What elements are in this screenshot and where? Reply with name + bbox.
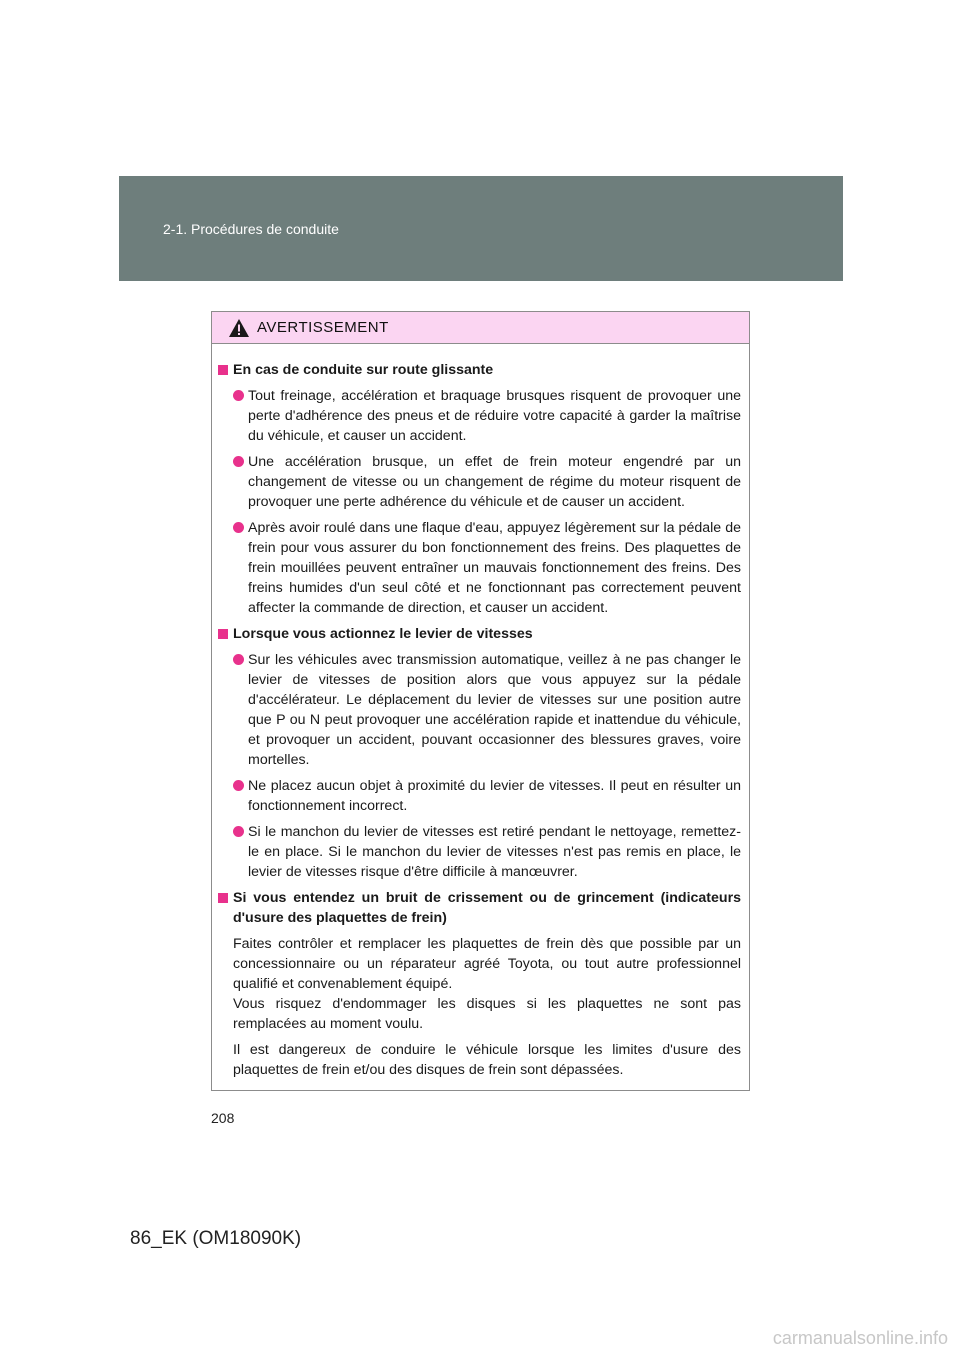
square-bullet-icon [218, 365, 228, 375]
header-band [119, 176, 843, 281]
section-heading-brake-noise: Si vous entendez un bruit de crissement ou de grincement (indicateurs d'usure des plaquettes de frein) [217, 888, 741, 928]
round-bullet-icon [233, 522, 244, 533]
round-bullet-icon [233, 826, 244, 837]
warning-triangle-icon [228, 318, 250, 338]
page-number: 208 [211, 1110, 235, 1126]
paragraph: Faites contrôler et remplacer les plaquettes de frein dès que possible par un concessionnaire ou un réparateur agréé Toyota, ou tout autre professionnel qualifié et convenablement équipé. Vous risquez d'endommager les disques si les plaquettes ne sont pas remplacées au moment voulu. [233, 936, 741, 1032]
section-heading-slippery: En cas de conduite sur route glissante [217, 360, 741, 380]
list-item: Sur les véhicules avec transmission automatique, veillez à ne pas changer le levier de vitesses de position alors que vous appuyez sur la pédale d'accélérateur. Le déplacement du levier de vitesses sur une position autre que P ou N peut provoquer une accélération rapide et inattendue du véhicule, et provoquer un accident, pouvant occasionner des blessures graves, voire mortelles. [217, 650, 741, 770]
list-item: Si le manchon du levier de vitesses est retiré pendant le nettoyage, remettez-le en place. Si le manchon du levier de vitesses n'est pas remis en place, le levier de vitesses risque d'être difficile à manœuvrer. [217, 822, 741, 882]
paragraph: Il est dangereux de conduire le véhicule lorsque les limites d'usure des plaquettes de frein et/ou des disques de frein sont dépassées. [233, 1042, 741, 1078]
warning-body [212, 344, 749, 1080]
warning-box [211, 311, 750, 1091]
list-item: Après avoir roulé dans une flaque d'eau, appuyez légèrement sur la pédale de frein pour vous assurer du bon fonctionnement des freins. Des plaquettes de frein mouillées peuvent entraîner un mauvais fonctionnement des freins. Des freins humides d'un seul côté et ne fonctionnant pas correctement peuvent affecter la commande de direction, et causer un accident. [217, 518, 741, 618]
warning-header [212, 312, 749, 344]
round-bullet-icon [233, 654, 244, 665]
document-code: 86_EK (OM18090K) [130, 1228, 302, 1249]
square-bullet-icon [218, 893, 228, 903]
list-item: Une accélération brusque, un effet de frein moteur engendré par un changement de vitesse ou un changement de régime du moteur risquent de provoquer une perte adhérence du véhicule et de causer un accident. [217, 452, 741, 512]
warning-title: AVERTISSEMENT [257, 319, 389, 336]
round-bullet-icon [233, 390, 244, 401]
section-title: 2-1. Procédures de conduite [163, 221, 339, 237]
round-bullet-icon [233, 780, 244, 791]
round-bullet-icon [233, 456, 244, 467]
section-heading-gear-lever: Lorsque vous actionnez le levier de vitesses [217, 624, 741, 644]
watermark: carmanualsonline.info [772, 1328, 948, 1348]
square-bullet-icon [218, 629, 228, 639]
list-item: Tout freinage, accélération et braquage brusques risquent de provoquer une perte d'adhérence des pneus et de réduire votre capacité à garder la maîtrise du véhicule, et causer un accident. [217, 386, 741, 446]
list-item: Ne placez aucun objet à proximité du levier de vitesses. Il peut en résulter un fonctionnement incorrect. [217, 776, 741, 816]
